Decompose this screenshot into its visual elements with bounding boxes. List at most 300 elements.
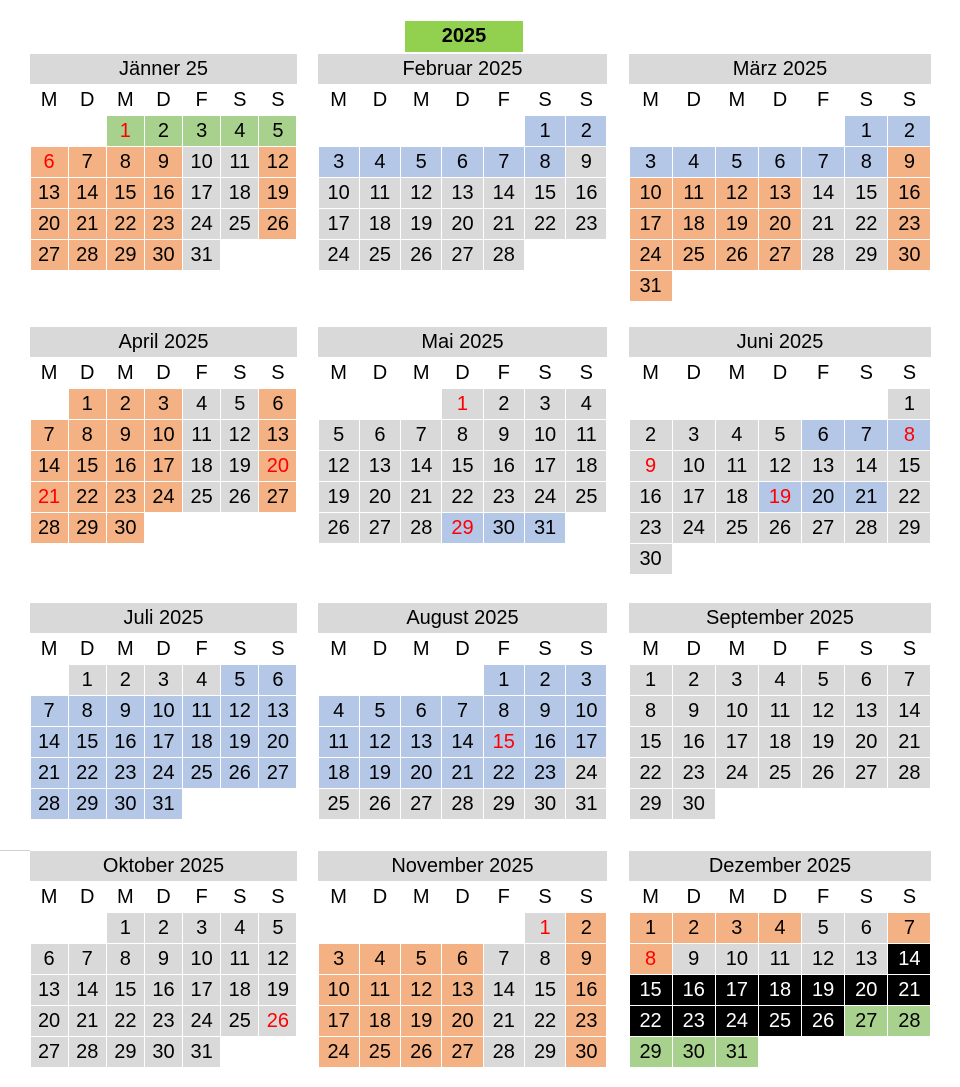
day-cell[interactable]: 8 [888,420,930,450]
day-cell[interactable]: 10 [145,420,182,450]
day-cell[interactable]: 10 [630,178,672,208]
day-cell[interactable]: 5 [401,944,441,974]
day-cell[interactable]: 15 [630,727,672,757]
day-cell[interactable]: 25 [759,758,801,788]
day-cell[interactable]: 24 [183,209,220,239]
day-cell[interactable]: 15 [845,178,887,208]
day-cell[interactable]: 15 [484,727,524,757]
day-cell[interactable]: 22 [484,758,524,788]
day-cell[interactable]: 30 [525,789,565,819]
day-cell[interactable]: 10 [319,178,359,208]
day-cell[interactable]: 10 [716,696,758,726]
day-cell[interactable]: 2 [673,665,715,695]
day-cell[interactable]: 20 [845,727,887,757]
day-cell[interactable]: 17 [319,1006,359,1036]
day-cell[interactable]: 16 [484,451,524,481]
day-cell[interactable]: 8 [845,147,887,177]
day-cell[interactable]: 6 [259,665,296,695]
day-cell[interactable]: 29 [69,513,106,543]
day-cell[interactable]: 17 [716,727,758,757]
day-cell[interactable]: 7 [484,944,524,974]
day-cell[interactable]: 5 [759,420,801,450]
day-cell[interactable]: 25 [221,1006,258,1036]
day-cell[interactable]: 9 [566,147,606,177]
day-cell[interactable]: 30 [888,240,930,270]
day-cell[interactable]: 30 [673,1037,715,1067]
day-cell[interactable]: 8 [630,944,672,974]
day-cell[interactable]: 3 [319,944,359,974]
day-cell[interactable]: 17 [566,727,606,757]
day-cell[interactable]: 27 [401,789,441,819]
day-cell[interactable]: 6 [802,420,844,450]
day-cell[interactable]: 29 [69,789,106,819]
day-cell[interactable]: 16 [888,178,930,208]
day-cell[interactable]: 27 [259,758,296,788]
day-cell[interactable]: 2 [566,116,606,146]
day-cell[interactable]: 15 [525,975,565,1005]
day-cell[interactable]: 19 [259,178,296,208]
day-cell[interactable]: 26 [401,1037,441,1067]
day-cell[interactable]: 19 [319,482,359,512]
day-cell[interactable]: 4 [673,147,715,177]
day-cell[interactable]: 25 [319,789,359,819]
day-cell[interactable]: 28 [484,1037,524,1067]
day-cell[interactable]: 26 [802,1006,844,1036]
day-cell[interactable]: 24 [673,513,715,543]
day-cell[interactable]: 16 [673,727,715,757]
day-cell[interactable]: 28 [888,758,930,788]
day-cell[interactable]: 8 [107,944,144,974]
day-cell[interactable]: 15 [442,451,482,481]
day-cell[interactable]: 9 [484,420,524,450]
day-cell[interactable]: 24 [566,758,606,788]
day-cell[interactable]: 20 [259,451,296,481]
day-cell[interactable]: 21 [69,209,106,239]
day-cell[interactable]: 18 [673,209,715,239]
day-cell[interactable]: 4 [716,420,758,450]
day-cell[interactable]: 3 [525,389,565,419]
day-cell[interactable]: 30 [145,240,182,270]
day-cell[interactable]: 27 [31,240,68,270]
day-cell[interactable]: 30 [107,789,144,819]
day-cell[interactable]: 23 [630,513,672,543]
day-cell[interactable]: 1 [630,913,672,943]
day-cell[interactable]: 18 [183,451,220,481]
day-cell[interactable]: 8 [442,420,482,450]
day-cell[interactable]: 10 [525,420,565,450]
day-cell[interactable]: 8 [525,944,565,974]
day-cell[interactable]: 13 [31,178,68,208]
day-cell[interactable]: 26 [319,513,359,543]
day-cell[interactable]: 19 [401,209,441,239]
day-cell[interactable]: 10 [145,696,182,726]
day-cell[interactable]: 1 [525,913,565,943]
day-cell[interactable]: 8 [69,420,106,450]
day-cell[interactable]: 6 [442,147,482,177]
day-cell[interactable]: 12 [259,147,296,177]
day-cell[interactable]: 26 [221,482,258,512]
day-cell[interactable]: 25 [673,240,715,270]
day-cell[interactable]: 31 [566,789,606,819]
day-cell[interactable]: 21 [31,758,68,788]
day-cell[interactable]: 4 [319,696,359,726]
day-cell[interactable]: 14 [69,975,106,1005]
day-cell[interactable]: 16 [566,975,606,1005]
day-cell[interactable]: 2 [145,913,182,943]
day-cell[interactable]: 10 [673,451,715,481]
day-cell[interactable]: 24 [319,240,359,270]
day-cell[interactable]: 14 [845,451,887,481]
day-cell[interactable]: 25 [716,513,758,543]
day-cell[interactable]: 30 [145,1037,182,1067]
day-cell[interactable]: 1 [107,116,144,146]
day-cell[interactable]: 4 [183,665,220,695]
day-cell[interactable]: 4 [221,116,258,146]
day-cell[interactable]: 20 [31,209,68,239]
day-cell[interactable]: 9 [145,147,182,177]
day-cell[interactable]: 12 [221,696,258,726]
day-cell[interactable]: 17 [319,209,359,239]
day-cell[interactable]: 10 [566,696,606,726]
day-cell[interactable]: 26 [759,513,801,543]
day-cell[interactable]: 25 [221,209,258,239]
day-cell[interactable]: 9 [107,696,144,726]
day-cell[interactable]: 6 [759,147,801,177]
day-cell[interactable]: 29 [525,1037,565,1067]
day-cell[interactable]: 28 [484,240,524,270]
day-cell[interactable]: 10 [319,975,359,1005]
day-cell[interactable]: 22 [630,758,672,788]
day-cell[interactable]: 9 [673,944,715,974]
day-cell[interactable]: 17 [673,482,715,512]
day-cell[interactable]: 22 [525,209,565,239]
day-cell[interactable]: 20 [360,482,400,512]
day-cell[interactable]: 1 [845,116,887,146]
day-cell[interactable]: 22 [107,209,144,239]
day-cell[interactable]: 3 [716,665,758,695]
day-cell[interactable]: 1 [525,116,565,146]
day-cell[interactable]: 24 [716,758,758,788]
day-cell[interactable]: 5 [401,147,441,177]
day-cell[interactable]: 29 [484,789,524,819]
day-cell[interactable]: 3 [319,147,359,177]
day-cell[interactable]: 8 [69,696,106,726]
day-cell[interactable]: 12 [716,178,758,208]
day-cell[interactable]: 12 [401,975,441,1005]
day-cell[interactable]: 20 [759,209,801,239]
day-cell[interactable]: 7 [69,147,106,177]
day-cell[interactable]: 7 [888,913,930,943]
day-cell[interactable]: 10 [183,147,220,177]
day-cell[interactable]: 21 [484,1006,524,1036]
day-cell[interactable]: 2 [673,913,715,943]
day-cell[interactable]: 17 [183,178,220,208]
day-cell[interactable]: 14 [802,178,844,208]
day-cell[interactable]: 28 [888,1006,930,1036]
day-cell[interactable]: 11 [759,696,801,726]
day-cell[interactable]: 31 [630,271,672,301]
day-cell[interactable]: 22 [630,1006,672,1036]
day-cell[interactable]: 13 [259,420,296,450]
day-cell[interactable]: 19 [221,451,258,481]
day-cell[interactable]: 18 [183,727,220,757]
day-cell[interactable]: 26 [360,789,400,819]
day-cell[interactable]: 12 [401,178,441,208]
day-cell[interactable]: 13 [442,178,482,208]
day-cell[interactable]: 5 [319,420,359,450]
day-cell[interactable]: 23 [525,758,565,788]
day-cell[interactable]: 29 [442,513,482,543]
day-cell[interactable]: 29 [888,513,930,543]
day-cell[interactable]: 18 [716,482,758,512]
day-cell[interactable]: 11 [759,944,801,974]
day-cell[interactable]: 3 [183,913,220,943]
day-cell[interactable]: 21 [888,727,930,757]
day-cell[interactable]: 7 [845,420,887,450]
day-cell[interactable]: 27 [845,1006,887,1036]
day-cell[interactable]: 13 [845,944,887,974]
day-cell[interactable]: 7 [31,696,68,726]
day-cell[interactable]: 7 [31,420,68,450]
day-cell[interactable]: 28 [69,1037,106,1067]
day-cell[interactable]: 27 [31,1037,68,1067]
day-cell[interactable]: 4 [566,389,606,419]
day-cell[interactable]: 4 [759,913,801,943]
day-cell[interactable]: 13 [759,178,801,208]
day-cell[interactable]: 6 [259,389,296,419]
day-cell[interactable]: 16 [107,727,144,757]
day-cell[interactable]: 11 [360,178,400,208]
day-cell[interactable]: 30 [107,513,144,543]
day-cell[interactable]: 4 [183,389,220,419]
day-cell[interactable]: 26 [802,758,844,788]
day-cell[interactable]: 11 [183,696,220,726]
day-cell[interactable]: 26 [716,240,758,270]
day-cell[interactable]: 1 [107,913,144,943]
day-cell[interactable]: 19 [259,975,296,1005]
day-cell[interactable]: 6 [401,696,441,726]
day-cell[interactable]: 21 [802,209,844,239]
day-cell[interactable]: 28 [442,789,482,819]
day-cell[interactable]: 27 [845,758,887,788]
day-cell[interactable]: 1 [484,665,524,695]
day-cell[interactable]: 6 [845,665,887,695]
day-cell[interactable]: 13 [845,696,887,726]
day-cell[interactable]: 9 [888,147,930,177]
day-cell[interactable]: 19 [716,209,758,239]
day-cell[interactable]: 21 [845,482,887,512]
day-cell[interactable]: 2 [630,420,672,450]
day-cell[interactable]: 25 [360,240,400,270]
day-cell[interactable]: 24 [525,482,565,512]
day-cell[interactable]: 7 [802,147,844,177]
day-cell[interactable]: 12 [360,727,400,757]
day-cell[interactable]: 23 [673,758,715,788]
day-cell[interactable]: 2 [107,665,144,695]
day-cell[interactable]: 12 [259,944,296,974]
day-cell[interactable]: 14 [888,944,930,974]
day-cell[interactable]: 17 [183,975,220,1005]
day-cell[interactable]: 20 [802,482,844,512]
day-cell[interactable]: 23 [145,209,182,239]
day-cell[interactable]: 28 [802,240,844,270]
day-cell[interactable]: 29 [845,240,887,270]
day-cell[interactable]: 16 [566,178,606,208]
day-cell[interactable]: 25 [360,1037,400,1067]
day-cell[interactable]: 15 [107,975,144,1005]
day-cell[interactable]: 8 [525,147,565,177]
day-cell[interactable]: 14 [442,727,482,757]
day-cell[interactable]: 21 [31,482,68,512]
day-cell[interactable]: 29 [107,1037,144,1067]
day-cell[interactable]: 20 [442,1006,482,1036]
day-cell[interactable]: 30 [484,513,524,543]
day-cell[interactable]: 23 [566,209,606,239]
day-cell[interactable]: 10 [183,944,220,974]
day-cell[interactable]: 18 [221,178,258,208]
day-cell[interactable]: 22 [107,1006,144,1036]
day-cell[interactable]: 18 [360,1006,400,1036]
day-cell[interactable]: 18 [566,451,606,481]
day-cell[interactable]: 1 [442,389,482,419]
day-cell[interactable]: 20 [845,975,887,1005]
day-cell[interactable]: 5 [221,389,258,419]
day-cell[interactable]: 19 [401,1006,441,1036]
day-cell[interactable]: 6 [360,420,400,450]
day-cell[interactable]: 7 [484,147,524,177]
day-cell[interactable]: 3 [566,665,606,695]
day-cell[interactable]: 2 [484,389,524,419]
day-cell[interactable]: 20 [31,1006,68,1036]
day-cell[interactable]: 7 [888,665,930,695]
day-cell[interactable]: 1 [888,389,930,419]
day-cell[interactable]: 24 [630,240,672,270]
day-cell[interactable]: 28 [31,789,68,819]
day-cell[interactable]: 3 [630,147,672,177]
day-cell[interactable]: 26 [259,1006,296,1036]
day-cell[interactable]: 5 [802,665,844,695]
day-cell[interactable]: 16 [673,975,715,1005]
day-cell[interactable]: 25 [183,482,220,512]
day-cell[interactable]: 6 [442,944,482,974]
day-cell[interactable]: 9 [630,451,672,481]
day-cell[interactable]: 24 [145,482,182,512]
day-cell[interactable]: 30 [630,544,672,574]
day-cell[interactable]: 13 [442,975,482,1005]
day-cell[interactable]: 12 [802,696,844,726]
day-cell[interactable]: 13 [401,727,441,757]
day-cell[interactable]: 5 [716,147,758,177]
day-cell[interactable]: 22 [69,482,106,512]
day-cell[interactable]: 31 [716,1037,758,1067]
day-cell[interactable]: 23 [107,758,144,788]
day-cell[interactable]: 18 [221,975,258,1005]
day-cell[interactable]: 8 [484,696,524,726]
day-cell[interactable]: 17 [525,451,565,481]
day-cell[interactable]: 16 [525,727,565,757]
day-cell[interactable]: 21 [888,975,930,1005]
day-cell[interactable]: 11 [716,451,758,481]
day-cell[interactable]: 30 [566,1037,606,1067]
day-cell[interactable]: 2 [145,116,182,146]
day-cell[interactable]: 17 [145,727,182,757]
day-cell[interactable]: 9 [107,420,144,450]
day-cell[interactable]: 3 [183,116,220,146]
day-cell[interactable]: 4 [221,913,258,943]
day-cell[interactable]: 11 [183,420,220,450]
day-cell[interactable]: 14 [31,727,68,757]
day-cell[interactable]: 13 [802,451,844,481]
day-cell[interactable]: 23 [145,1006,182,1036]
day-cell[interactable]: 29 [630,789,672,819]
day-cell[interactable]: 25 [183,758,220,788]
day-cell[interactable]: 26 [221,758,258,788]
day-cell[interactable]: 15 [630,975,672,1005]
day-cell[interactable]: 2 [888,116,930,146]
day-cell[interactable]: 2 [525,665,565,695]
day-cell[interactable]: 21 [484,209,524,239]
day-cell[interactable]: 13 [31,975,68,1005]
day-cell[interactable]: 11 [566,420,606,450]
day-cell[interactable]: 10 [716,944,758,974]
day-cell[interactable]: 24 [319,1037,359,1067]
day-cell[interactable]: 24 [716,1006,758,1036]
day-cell[interactable]: 12 [319,451,359,481]
day-cell[interactable]: 16 [630,482,672,512]
day-cell[interactable]: 8 [107,147,144,177]
day-cell[interactable]: 29 [630,1037,672,1067]
day-cell[interactable]: 30 [673,789,715,819]
day-cell[interactable]: 27 [360,513,400,543]
day-cell[interactable]: 22 [525,1006,565,1036]
day-cell[interactable]: 19 [221,727,258,757]
day-cell[interactable]: 25 [759,1006,801,1036]
day-cell[interactable]: 7 [401,420,441,450]
day-cell[interactable]: 23 [888,209,930,239]
day-cell[interactable]: 16 [145,178,182,208]
day-cell[interactable]: 14 [31,451,68,481]
day-cell[interactable]: 12 [759,451,801,481]
day-cell[interactable]: 28 [845,513,887,543]
day-cell[interactable]: 1 [69,665,106,695]
day-cell[interactable]: 7 [69,944,106,974]
day-cell[interactable]: 1 [69,389,106,419]
day-cell[interactable]: 11 [673,178,715,208]
day-cell[interactable]: 24 [183,1006,220,1036]
day-cell[interactable]: 5 [259,116,296,146]
day-cell[interactable]: 23 [107,482,144,512]
day-cell[interactable]: 19 [360,758,400,788]
day-cell[interactable]: 11 [221,944,258,974]
day-cell[interactable]: 22 [888,482,930,512]
day-cell[interactable]: 15 [525,178,565,208]
day-cell[interactable]: 4 [759,665,801,695]
day-cell[interactable]: 19 [759,482,801,512]
day-cell[interactable]: 18 [360,209,400,239]
day-cell[interactable]: 31 [183,240,220,270]
day-cell[interactable]: 12 [221,420,258,450]
day-cell[interactable]: 12 [802,944,844,974]
day-cell[interactable]: 31 [145,789,182,819]
day-cell[interactable]: 16 [107,451,144,481]
day-cell[interactable]: 5 [802,913,844,943]
day-cell[interactable]: 20 [401,758,441,788]
day-cell[interactable]: 16 [145,975,182,1005]
day-cell[interactable]: 19 [802,975,844,1005]
day-cell[interactable]: 17 [716,975,758,1005]
day-cell[interactable]: 15 [888,451,930,481]
day-cell[interactable]: 14 [401,451,441,481]
